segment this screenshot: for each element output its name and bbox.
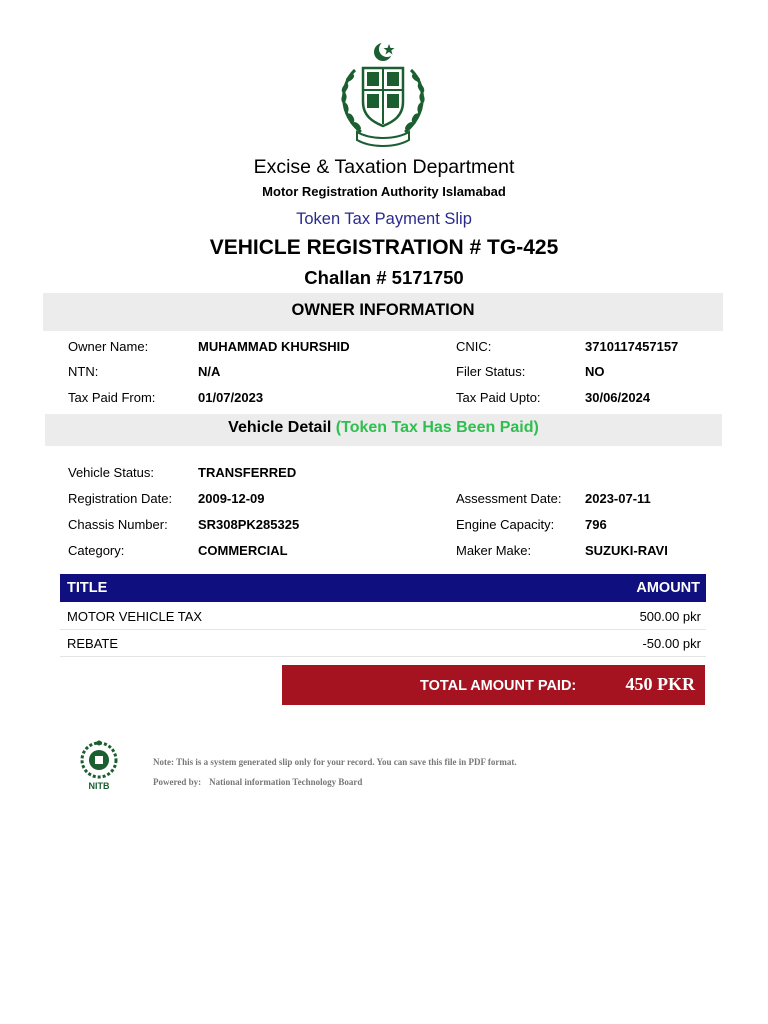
cnic-value: 3710117457157 bbox=[585, 339, 679, 354]
challan-number: Challan # 5171750 bbox=[304, 267, 464, 288]
maker-make-value: SUZUKI-RAVI bbox=[585, 543, 668, 558]
powered-by-org: National information Technology Board bbox=[209, 777, 363, 787]
filer-status-label: Filer Status: bbox=[456, 364, 526, 379]
total-amount-box bbox=[282, 665, 705, 705]
tax-paid-upto-label: Tax Paid Upto: bbox=[456, 390, 541, 405]
authority-subtitle: Motor Registration Authority Islamabad bbox=[262, 184, 506, 199]
charges-table-header bbox=[60, 574, 706, 602]
filer-status-value: NO bbox=[585, 364, 605, 379]
table-row bbox=[60, 603, 706, 630]
powered-by-line bbox=[153, 777, 362, 787]
tax-paid-upto-value: 30/06/2024 bbox=[585, 390, 651, 405]
tax-paid-from-label: Tax Paid From: bbox=[68, 390, 156, 405]
nitb-logo-icon bbox=[76, 740, 122, 792]
vehicle-detail-label: Vehicle Detail bbox=[228, 419, 332, 436]
total-amount-value: 450 PKR bbox=[625, 674, 695, 694]
chassis-number-value: SR308PK285325 bbox=[198, 517, 300, 532]
vehicle-detail-band bbox=[45, 414, 722, 446]
owner-information-band bbox=[43, 293, 723, 331]
charge-title: MOTOR VEHICLE TAX bbox=[67, 609, 203, 624]
ntn-label: NTN: bbox=[68, 364, 99, 379]
nitb-logo-text: NITB bbox=[88, 781, 110, 791]
total-amount-label: TOTAL AMOUNT PAID: bbox=[420, 678, 577, 694]
assessment-date-label: Assessment Date: bbox=[456, 491, 562, 506]
engine-capacity-value: 796 bbox=[585, 517, 607, 532]
department-title: Excise & Taxation Department bbox=[253, 156, 515, 178]
cnic-label: CNIC: bbox=[456, 339, 492, 354]
vehicle-detail-title bbox=[45, 419, 722, 437]
owner-name-value: MUHAMMAD KHURSHID bbox=[198, 339, 350, 354]
chassis-number-label: Chassis Number: bbox=[68, 517, 168, 532]
footer-note: Note: This is a system generated slip only for your record. You can save this file in PDF format. bbox=[153, 757, 517, 767]
tax-paid-from-value: 01/07/2023 bbox=[198, 390, 264, 405]
ntn-value: N/A bbox=[198, 364, 221, 379]
category-label: Category: bbox=[68, 543, 125, 558]
engine-capacity-label: Engine Capacity: bbox=[456, 517, 555, 532]
state-emblem-icon bbox=[333, 40, 433, 152]
registration-date-label: Registration Date: bbox=[68, 491, 173, 506]
maker-make-label: Maker Make: bbox=[456, 543, 532, 558]
category-value: COMMERCIAL bbox=[198, 543, 288, 558]
table-row bbox=[60, 630, 706, 657]
slip-title: Token Tax Payment Slip bbox=[296, 210, 472, 228]
token-tax-paid-status: (Token Tax Has Been Paid) bbox=[335, 419, 539, 436]
amount-column-header: AMOUNT bbox=[636, 580, 700, 596]
registration-date-value: 2009-12-09 bbox=[198, 491, 265, 506]
owner-information-title: OWNER INFORMATION bbox=[291, 301, 475, 319]
title-column-header: TITLE bbox=[67, 580, 108, 596]
powered-by-label: Powered by: bbox=[153, 777, 202, 787]
charge-amount: 500.00 pkr bbox=[639, 609, 701, 624]
owner-name-label: Owner Name: bbox=[68, 339, 149, 354]
charge-amount: -50.00 pkr bbox=[642, 636, 701, 651]
vehicle-registration-heading: VEHICLE REGISTRATION # TG-425 bbox=[209, 236, 559, 259]
vehicle-status-value: TRANSFERRED bbox=[198, 465, 297, 480]
charge-title: REBATE bbox=[67, 636, 119, 651]
assessment-date-value: 2023-07-11 bbox=[585, 491, 651, 506]
vehicle-status-label: Vehicle Status: bbox=[68, 465, 154, 480]
